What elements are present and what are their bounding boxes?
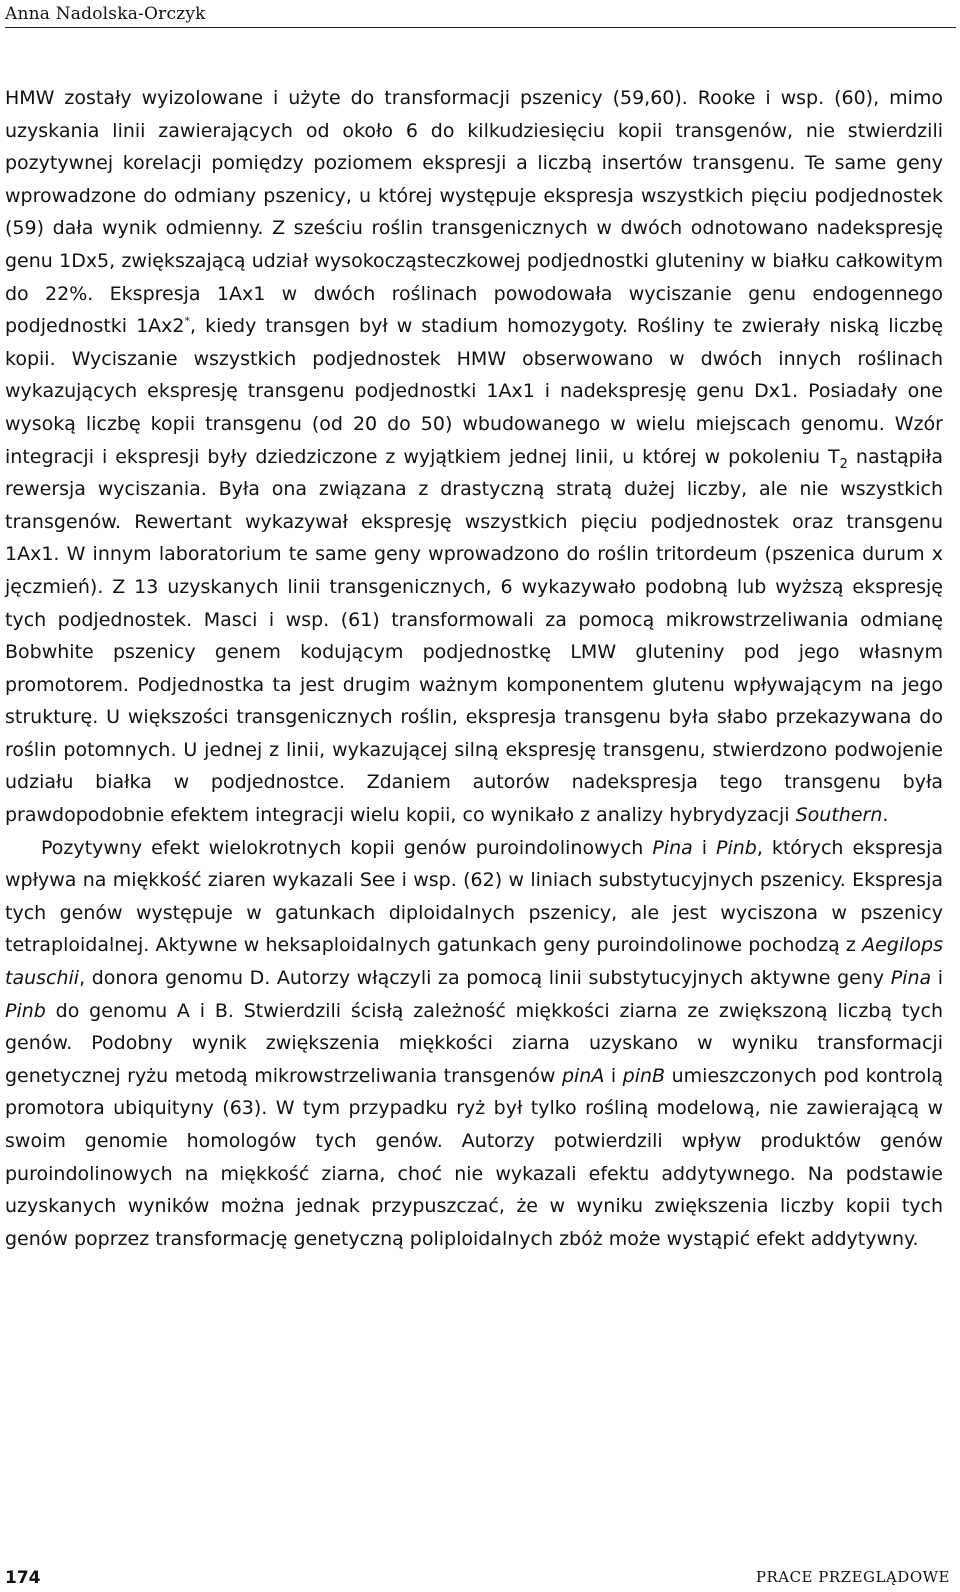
italic-term: Southern bbox=[795, 804, 883, 827]
paragraph-1 bbox=[5, 82, 943, 832]
body-text bbox=[5, 82, 943, 1255]
text-run: i bbox=[931, 967, 943, 990]
running-header-author: Anna Nadolska-Orczyk bbox=[5, 4, 206, 24]
italic-term: pinB bbox=[622, 1064, 666, 1087]
text-run: do genomu A i B. Stwierdzili ścisłą zależność miękkości ziarna ze zwiększoną liczbą tych genów. Podobny wynik zwiększenia miękkości ziarna uzyskano w wyniku transformacji genetycznej ryżu metodą mikrowstrzeliwania transgenów bbox=[5, 999, 943, 1087]
italic-term: Aegilops tauschii bbox=[5, 934, 943, 990]
page-footer bbox=[5, 1568, 950, 1588]
italic-term: Pinb bbox=[5, 999, 46, 1022]
text-run: i bbox=[692, 836, 716, 859]
paragraph-2 bbox=[5, 832, 943, 1256]
text-run: , donora genomu D. Autorzy włączyli za pomocą linii substytucyjnych aktywne geny bbox=[79, 967, 891, 990]
text-run: Pozytywny efekt wielokrotnych kopii genów puroindolinowych bbox=[41, 836, 653, 859]
text-run: . bbox=[882, 804, 889, 827]
footnote-marker: * bbox=[184, 314, 191, 328]
subscript: 2 bbox=[839, 456, 848, 472]
text-run: i bbox=[604, 1064, 623, 1087]
header-rule bbox=[5, 27, 956, 28]
text-run: nastąpiła rewersja wyciszania. Była ona związana z drastyczną stratą dużej liczby, ale nie wszystkich transgenów. Rewertant wykazywał ekspresję wszystkich pięciu podjednostek oraz transgenu 1Ax1. W innym laboratorium te same geny wprowadzono do roślin tritordeum (pszenica durum x jęczmień). Z 13 uzyskanych linii transgenicznych, 6 wykazywało podobną lub wyższą ekspresję tych podjednostek. Masci i wsp. (61) transformowali za pomocą mikrowstrzeliwania odmianę Bobwhite pszenicy genem kodującym podjednostkę LMW gluteniny pod jego własnym promotorem. Podjednostka ta jest drugim ważnym komponentem glutenu wpływającym na jego strukturę. U większości transgenicznych roślin, ekspresja transgenu była słabo przekazywana do roślin potomnych. U jednej z linii, wykazującej silną ekspresję transgenu, stwierdzono podwojenie udziału białka w podjednostce. Zdaniem autorów nadekspresja tego transgenu była prawdopodobnie efektem integracji wielu kopii, co wynikało z analizy hybrydyzacji bbox=[5, 445, 943, 827]
text-run: , kiedy transgen był w stadium homozygoty. Rośliny te zwierały niską liczbę kopii. Wyciszanie wszystkich podjednostek HMW obserwowano w dwóch innych roślinach wykazujących ekspresję transgenu podjednostki 1Ax1 i nadekspresję genu Dx1. Posiadały one wysoką liczbę kopii transgenu (od 20 do 50) wbudowanego w wielu miejscach genomu. Wzór integracji i ekspresji były dziedziczone z wyjątkiem jednej linii, u której w pokoleniu T bbox=[5, 315, 944, 468]
italic-term: Pina bbox=[652, 836, 693, 859]
italic-term: pinA bbox=[561, 1064, 605, 1087]
text-run: HMW zostały wyizolowane i użyte do transformacji pszenicy (59,60). Rooke i wsp. (60), mimo uzyskania linii zawierających od około 6 do kilkudziesięciu kopii transgenów, nie stwierdzili pozytywnej korelacji pomiędzy poziomem ekspresji a liczbą insertów transgenu. Te same geny wprowadzone do odmiany pszenicy, u której występuje ekspresja wszystkich pięciu podjednostek (59) dała wynik odmienny. Z sześciu roślin transgenicznych w dwóch odnotowano nadekspresję genu 1Dx5, zwiększającą udział wysokocząsteczkowej podjednostki gluteniny w białku całkowitym do 22%. Ekspresja 1Ax1 w dwóch roślinach powodowała wyciszanie genu endogennego podjednostki 1Ax2 bbox=[5, 87, 943, 338]
journal-section-name: PRACE PRZEGLĄDOWE bbox=[755, 1568, 950, 1586]
text-run: umieszczonych pod kontrolą promotora ubiquityny (63). W tym przypadku ryż był tylko rośliną modelową, nie zawierającą w swoim genomie homologów tych genów. Autorzy potwierdzili wpływ produktów genów puroindolinowych na miękkość ziarna, choć nie wykazali efektu addytywnego. Na podstawie uzyskanych wyników można jednak przypuszczać, że w wyniku zwiększenia liczby kopii tych genów poprzez transformację genetyczną poliploidalnych zbóż może wystąpić efekt addytywny. bbox=[5, 1064, 943, 1250]
italic-term: Pinb bbox=[715, 836, 757, 859]
italic-term: Pina bbox=[890, 967, 932, 990]
text-run: , których ekspresja wpływa na miękkość ziaren wykazali See i wsp. (62) w liniach substytucyjnych pszenicy. Ekspresja tych genów występuje w gatunkach diploidalnych pszenicy, ale jest wyciszona w pszenicy tetraploidalnej. Aktywne w heksaploidalnych gatunkach geny puroindolinowe pochodzą z bbox=[5, 836, 943, 957]
page-number: 174 bbox=[5, 1568, 41, 1588]
